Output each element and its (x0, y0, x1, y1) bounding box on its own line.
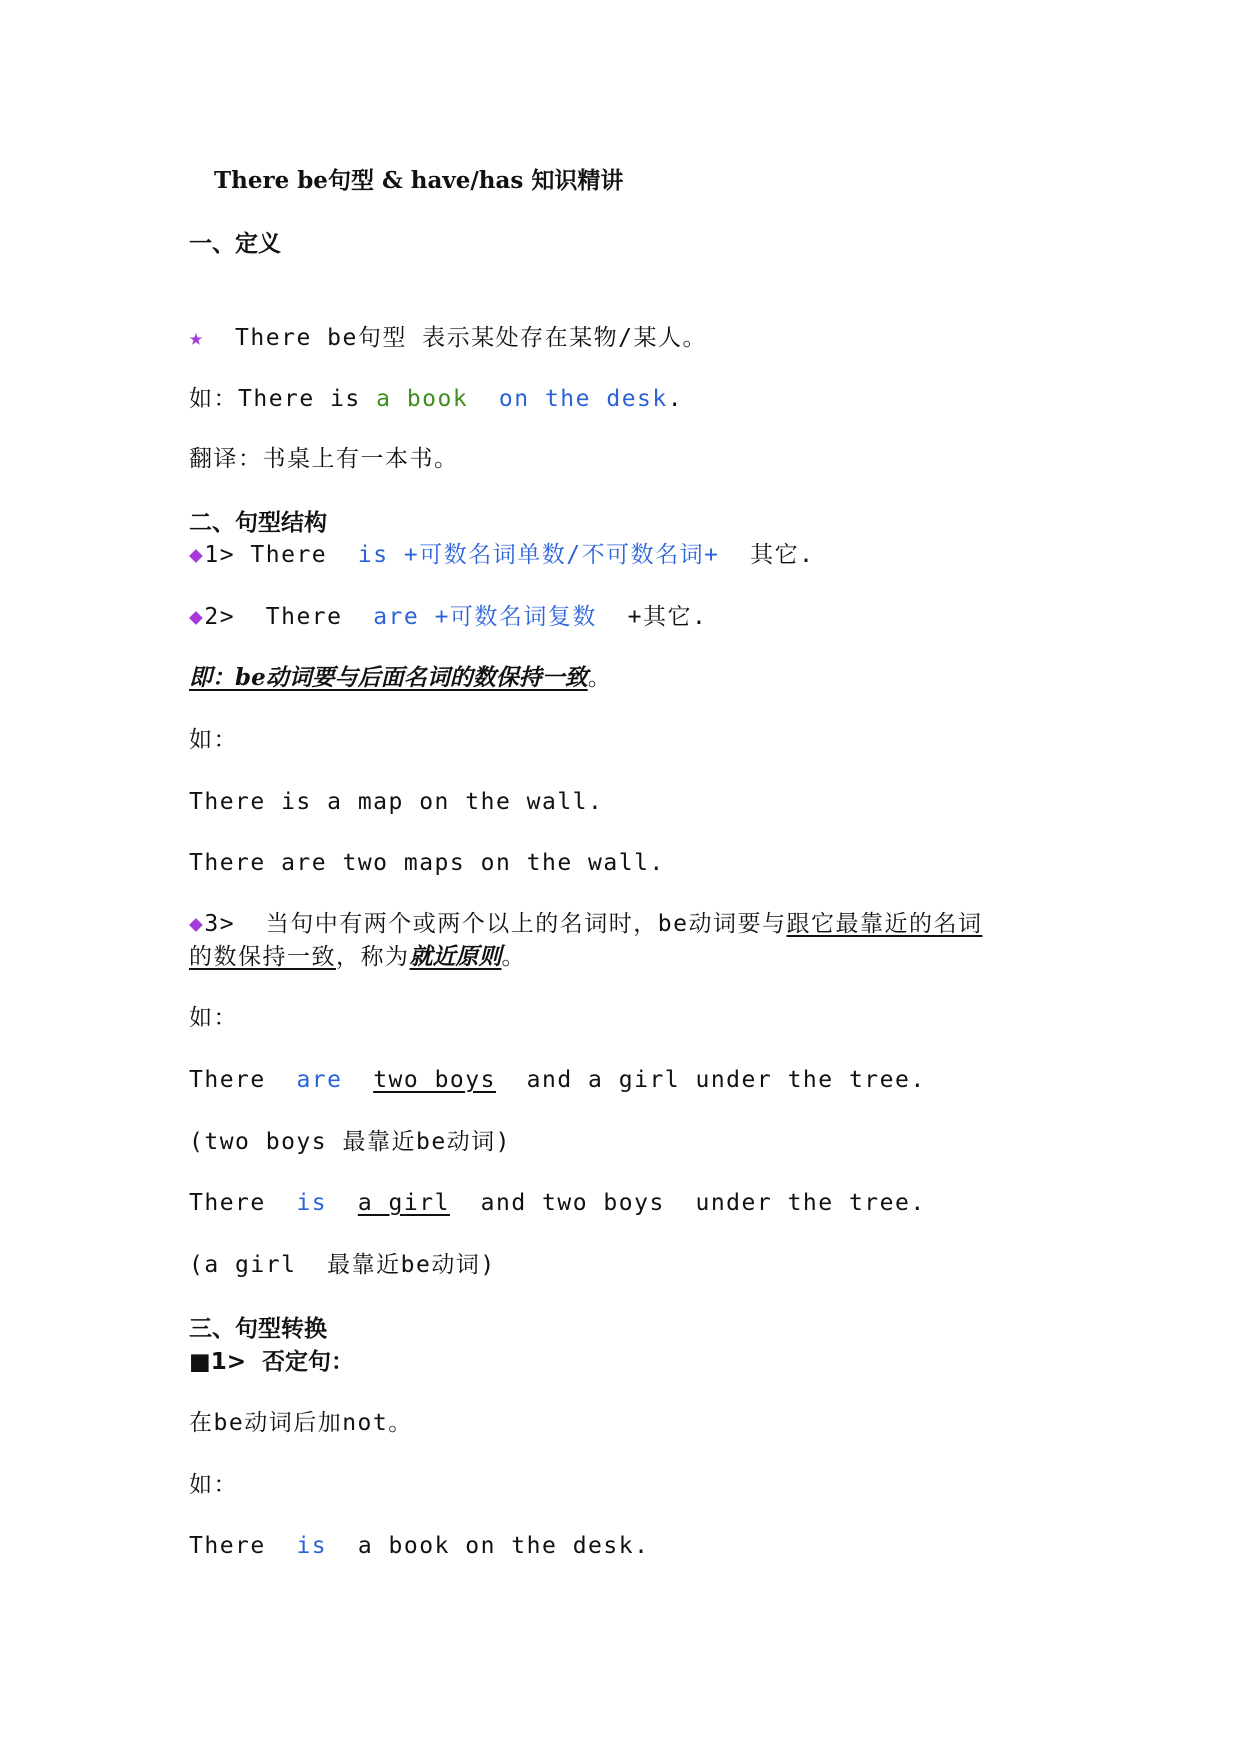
rule-3-line-a (189, 908, 982, 940)
rule-3-underline-1: 跟它最靠近的名词 (786, 911, 983, 937)
rule-2-line (189, 601, 707, 633)
note-4: (a girl 最靠近be动词) (189, 1252, 496, 1278)
rule-1-blue: is +可数名词单数/不可数名词+ (357, 542, 720, 568)
note-3: (two boys 最靠近be动词) (189, 1129, 512, 1155)
example-green-text: a book (376, 386, 469, 412)
rule-summary-end: 。 (587, 665, 611, 691)
rule-summary-line (189, 662, 611, 694)
example-sentence-5 (189, 1530, 649, 1562)
rule-2-prefix: 2> There (204, 604, 374, 630)
rule-3-end: 。 (501, 944, 526, 970)
rule-3-bold: 就近原则 (409, 943, 502, 970)
example-line (189, 383, 683, 415)
negation-rule: 在be动词后加not。 (189, 1410, 413, 1436)
rule-2-end: +其它. (596, 604, 708, 630)
ex3-noun: two boys (373, 1067, 496, 1093)
example-blue-text: on the desk (498, 386, 668, 412)
example-end: . (667, 386, 684, 412)
ex4-verb: is (296, 1190, 328, 1216)
ex5-start: There (189, 1533, 297, 1559)
diamond-icon: ◆ (189, 542, 205, 568)
rule-3-underline-2: 的数保持一致 (189, 944, 336, 970)
ex4-end: and two boys under the tree. (449, 1190, 926, 1216)
ex4-gap (327, 1190, 358, 1216)
example-sentence-1: There is a map on the wall. (189, 789, 604, 815)
example-gap (468, 386, 499, 412)
ex3-end: and a girl under the tree. (495, 1067, 926, 1093)
rule-2-blue: are +可数名词复数 (373, 604, 597, 630)
rule-3-prefix: 3> 当句中有两个或两个以上的名词时，be动词要与 (204, 911, 787, 937)
section-1-heading: 一、定义 (189, 231, 281, 257)
ex4-noun: a girl (357, 1190, 450, 1216)
ex3-gap (342, 1067, 373, 1093)
rule-1-prefix: 1> There (204, 542, 358, 568)
ex5-verb: is (296, 1533, 328, 1559)
section-3-subheading: ■1> 否定句： (189, 1349, 355, 1375)
rule-3-line-b (189, 941, 526, 973)
rule-1-line (189, 539, 814, 571)
diamond-icon: ◆ (189, 911, 205, 937)
ex3-verb: are (296, 1067, 343, 1093)
ex4-start: There (189, 1190, 297, 1216)
example-label-2: 如： (189, 1005, 238, 1031)
definition-text: There be句型 表示某处存在某物/某人。 (204, 325, 708, 351)
star-icon: ★ (189, 325, 205, 351)
ex3-start: There (189, 1067, 297, 1093)
example-label-3: 如： (189, 1472, 238, 1498)
rule-1-end: 其它. (719, 542, 815, 568)
diamond-icon: ◆ (189, 604, 205, 630)
example-sentence-2: There are two maps on the wall. (189, 850, 665, 876)
example-prefix: 如：There is (189, 386, 377, 412)
definition-line (189, 322, 707, 354)
section-2-heading: 二、句型结构 (189, 510, 327, 536)
ex5-end: a book on the desk. (327, 1533, 650, 1559)
rule-3-mid: ，称为 (336, 944, 410, 970)
document-title: There be句型 & have/has 知识精讲 (214, 167, 624, 194)
section-3-heading: 三、句型转换 (189, 1316, 327, 1342)
translation-line: 翻译：书桌上有一本书。 (189, 446, 459, 472)
example-label: 如： (189, 727, 238, 753)
example-sentence-4 (189, 1187, 926, 1219)
example-sentence-3 (189, 1064, 926, 1096)
rule-summary-bold: 即：be动词要与后面名词的数保持一致 (189, 664, 588, 691)
